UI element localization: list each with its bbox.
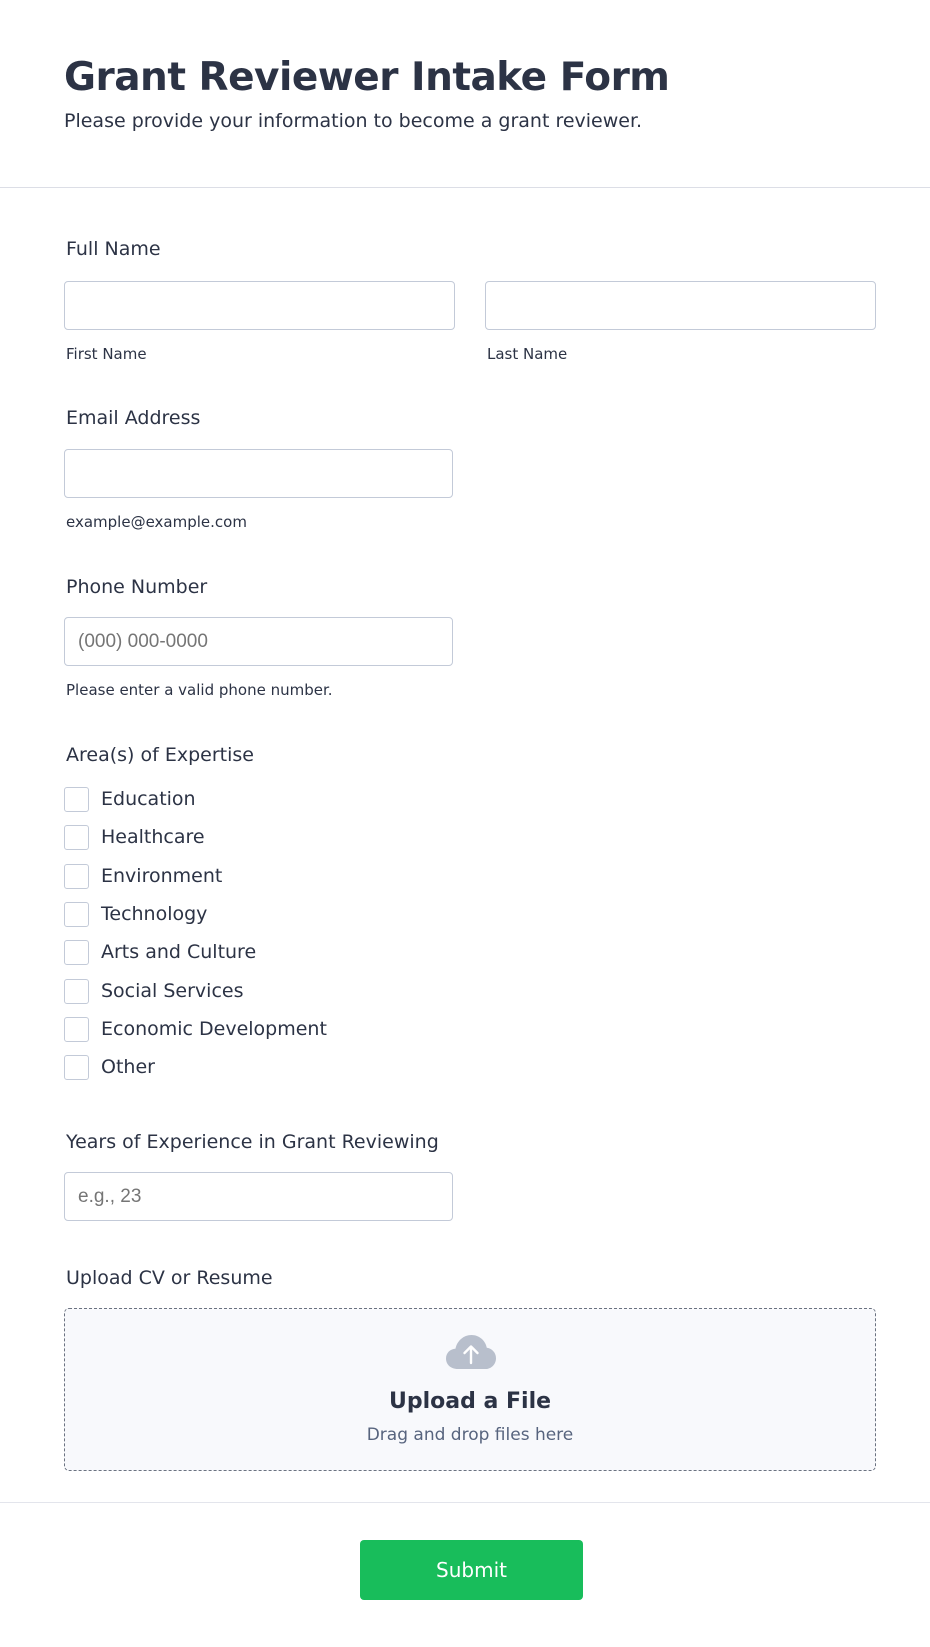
checkbox-label[interactable]: Environment xyxy=(101,865,223,887)
checkbox-other[interactable] xyxy=(64,1054,155,1080)
checkbox-environment[interactable] xyxy=(64,863,222,889)
form-subtitle: Please provide your information to become a grant reviewer. xyxy=(64,110,643,132)
phone-input[interactable] xyxy=(64,617,453,666)
checkbox-label[interactable]: Healthcare xyxy=(101,826,205,848)
checkbox-label[interactable]: Technology xyxy=(101,903,208,925)
checkbox-box[interactable] xyxy=(64,979,89,1004)
checkbox-box[interactable] xyxy=(64,787,89,812)
form-header xyxy=(0,0,930,188)
checkbox-label[interactable]: Economic Development xyxy=(101,1018,327,1040)
full-name-label: Full Name xyxy=(66,238,161,260)
expertise-label: Area(s) of Expertise xyxy=(66,744,254,766)
first-name-input[interactable] xyxy=(64,281,455,330)
checkbox-box[interactable] xyxy=(64,1055,89,1080)
checkbox-box[interactable] xyxy=(64,825,89,850)
upload-title: Upload a File xyxy=(388,1389,552,1414)
checkbox-economic-development[interactable] xyxy=(64,1016,327,1042)
phone-sublabel: Please enter a valid phone number. xyxy=(66,681,333,699)
checkbox-education[interactable] xyxy=(64,786,196,812)
submit-button[interactable]: Submit xyxy=(360,1540,583,1600)
checkbox-social-services[interactable] xyxy=(64,978,244,1004)
checkbox-box[interactable] xyxy=(64,864,89,889)
email-input[interactable] xyxy=(64,449,453,498)
checkbox-box[interactable] xyxy=(64,1017,89,1042)
phone-label: Phone Number xyxy=(66,576,208,598)
checkbox-label[interactable]: Education xyxy=(101,788,196,810)
checkbox-healthcare[interactable] xyxy=(64,824,205,850)
email-label: Email Address xyxy=(66,407,201,429)
email-sublabel: example@example.com xyxy=(66,513,247,531)
upload-hint: Drag and drop files here xyxy=(366,1425,574,1445)
checkbox-label[interactable]: Other xyxy=(101,1056,155,1078)
file-upload-dropzone[interactable] xyxy=(64,1308,876,1471)
experience-label: Years of Experience in Grant Reviewing xyxy=(66,1131,439,1153)
footer-divider xyxy=(0,1502,930,1503)
checkbox-arts-and-culture[interactable] xyxy=(64,939,256,965)
upload-label: Upload CV or Resume xyxy=(66,1267,273,1289)
checkbox-label[interactable]: Social Services xyxy=(101,980,244,1002)
cloud-upload-icon xyxy=(446,1335,496,1371)
checkbox-box[interactable] xyxy=(64,940,89,965)
last-name-sublabel: Last Name xyxy=(487,345,568,363)
experience-input[interactable] xyxy=(64,1172,453,1221)
checkbox-label[interactable]: Arts and Culture xyxy=(101,941,257,963)
checkbox-technology[interactable] xyxy=(64,901,207,927)
first-name-sublabel: First Name xyxy=(66,345,147,363)
form-title: Grant Reviewer Intake Form xyxy=(64,55,670,100)
last-name-input[interactable] xyxy=(485,281,876,330)
checkbox-box[interactable] xyxy=(64,902,89,927)
